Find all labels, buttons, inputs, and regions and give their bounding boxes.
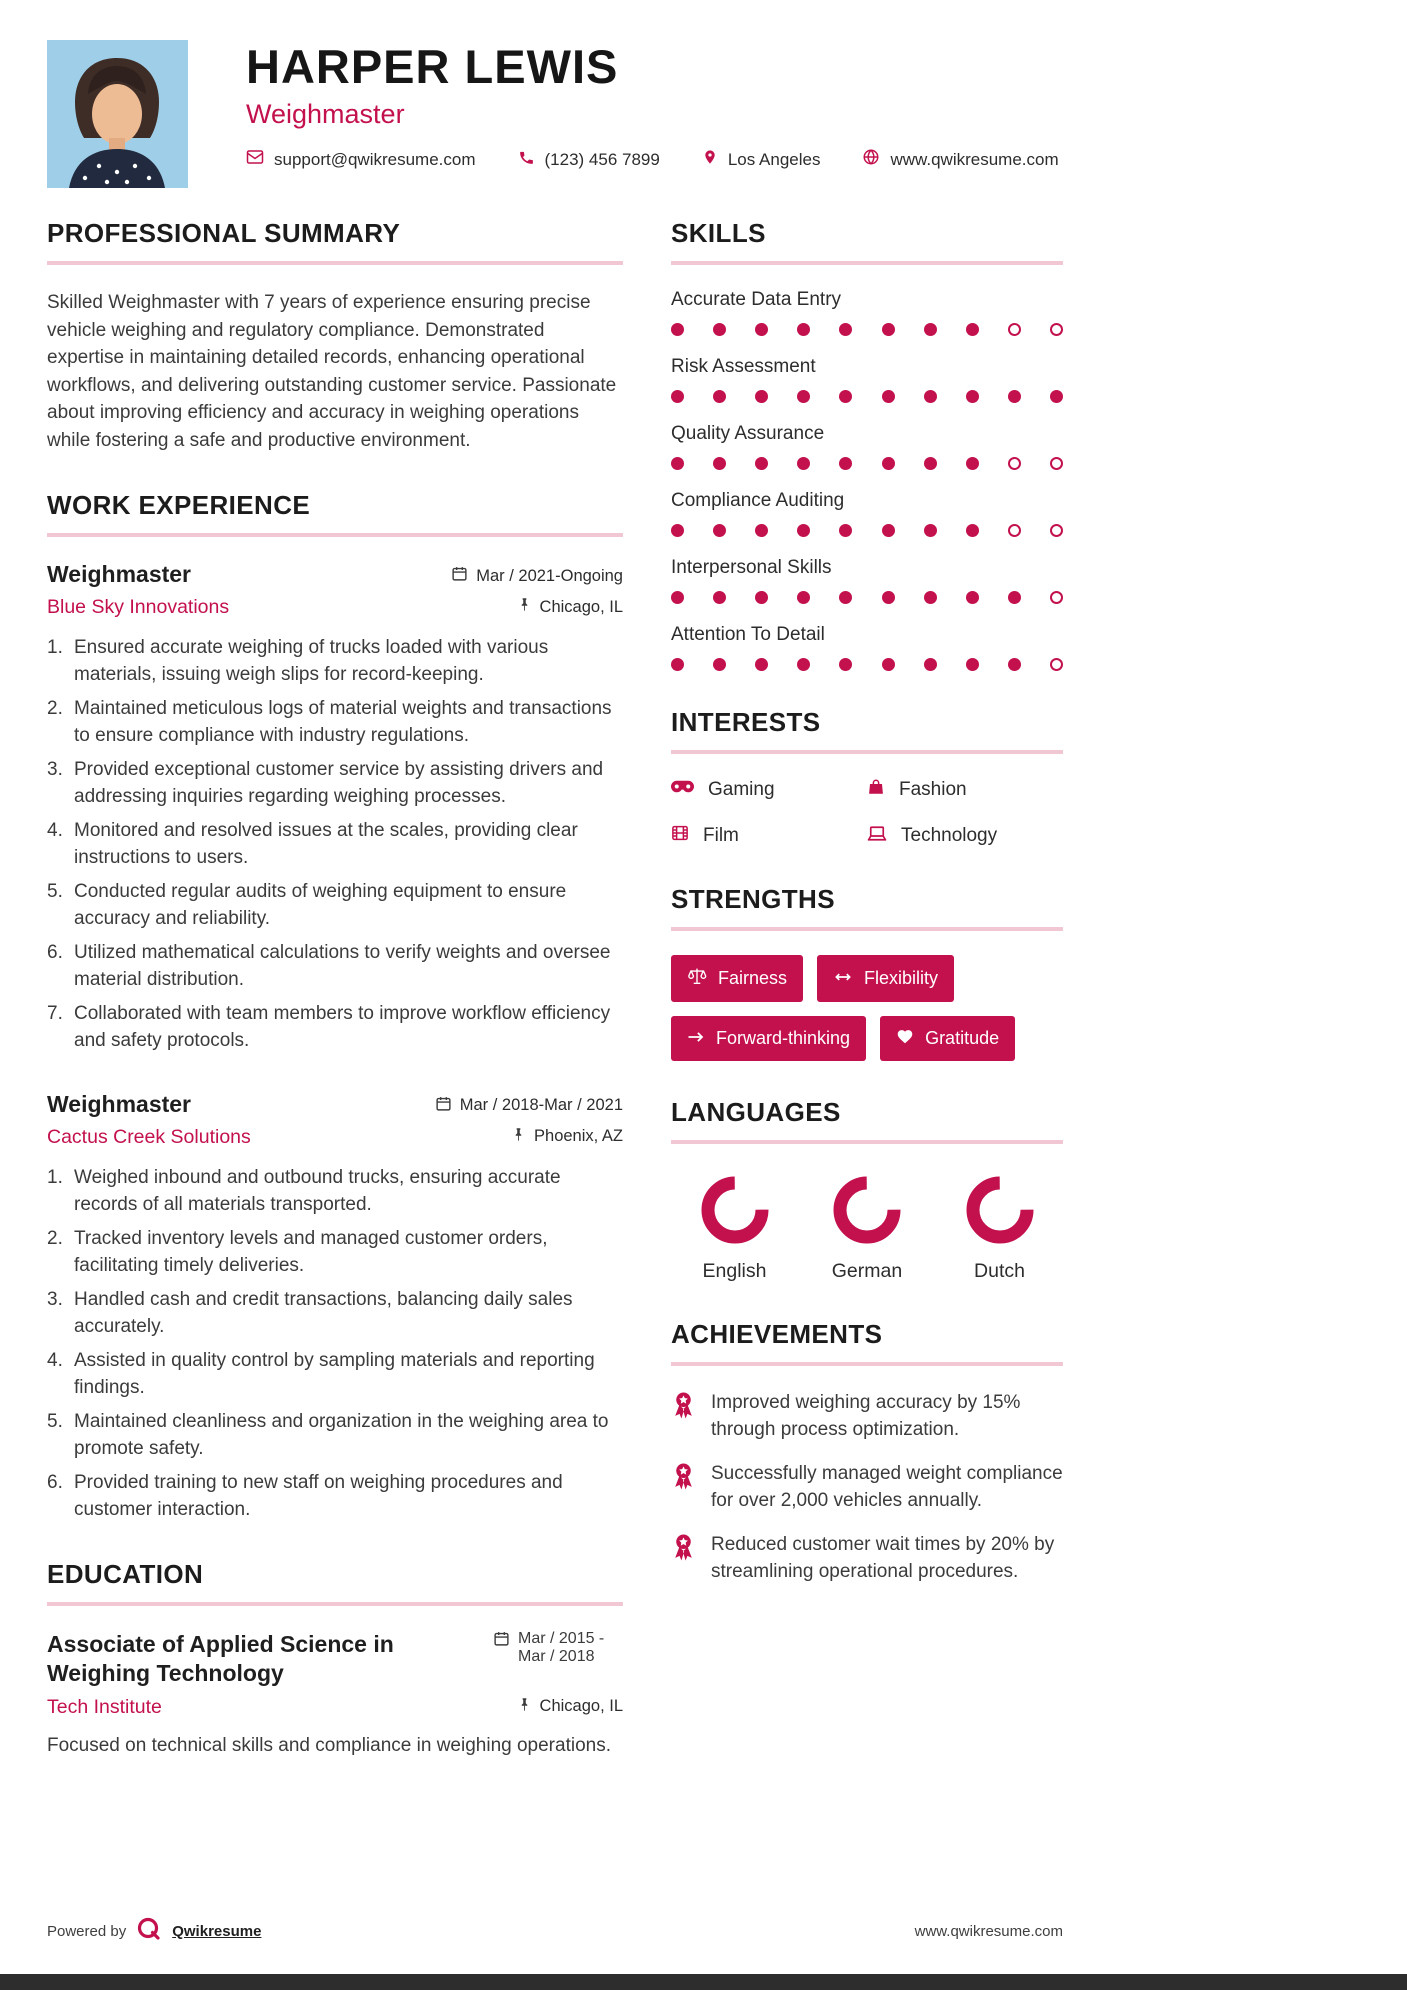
medal-icon xyxy=(671,1391,696,1443)
strength-label: Gratitude xyxy=(925,1028,1000,1048)
language-name: Dutch xyxy=(974,1260,1025,1282)
skill-dot xyxy=(1008,323,1021,336)
skill-dot xyxy=(671,658,684,671)
skill-item xyxy=(671,423,1063,470)
language-donut xyxy=(833,1176,901,1244)
languages-heading: LANGUAGES xyxy=(671,1097,841,1127)
skill-name: Risk Assessment xyxy=(671,356,816,377)
strength-badge xyxy=(671,955,803,1002)
interest-item xyxy=(867,778,1063,802)
section-divider xyxy=(47,261,623,265)
left-right-arrow-icon xyxy=(833,968,853,989)
skill-dot xyxy=(966,457,979,470)
globe-icon xyxy=(862,148,880,171)
strength-label: Flexibility xyxy=(864,968,939,988)
skill-dot xyxy=(966,323,979,336)
skill-dot xyxy=(755,524,768,537)
skill-level-dots xyxy=(671,457,1063,470)
skill-dot xyxy=(1050,591,1063,604)
section-divider xyxy=(671,750,1063,754)
skill-dot xyxy=(671,390,684,403)
education-description: Focused on technical skills and compliance in weighing operations. xyxy=(47,1734,611,1756)
summary-heading: PROFESSIONAL SUMMARY xyxy=(47,218,401,248)
skill-dot xyxy=(882,323,895,336)
job-date xyxy=(435,1095,623,1117)
job-bullet: Ensured accurate weighing of trucks loaded with various materials, issuing weigh slips for record-keeping. xyxy=(74,637,549,686)
pushpin-icon xyxy=(511,1126,526,1148)
skill-dot xyxy=(924,524,937,537)
skill-item xyxy=(671,289,1063,336)
job-bullet: Monitored and resolved issues at the scales, providing clear instructions to users. xyxy=(74,820,578,869)
skill-dot xyxy=(839,658,852,671)
phone-icon xyxy=(518,149,535,171)
skill-dot xyxy=(755,457,768,470)
job-bullet: Conducted regular audits of weighing equipment to ensure accuracy and reliability. xyxy=(74,881,567,929)
interests-heading: INTERESTS xyxy=(671,707,821,737)
skill-dot xyxy=(966,591,979,604)
language-item xyxy=(810,1176,925,1283)
achievement-item xyxy=(671,1461,1063,1514)
skill-dot xyxy=(924,323,937,336)
interest-label: Film xyxy=(703,825,739,846)
skill-name: Accurate Data Entry xyxy=(671,289,842,310)
education-school: Tech Institute xyxy=(47,1695,162,1718)
email-icon xyxy=(246,148,264,171)
strength-badge xyxy=(817,955,954,1002)
pushpin-icon xyxy=(517,1696,532,1718)
skill-dot xyxy=(797,457,810,470)
interest-item xyxy=(671,824,867,848)
calendar-icon xyxy=(451,565,468,587)
skill-dot xyxy=(713,457,726,470)
skill-dot xyxy=(755,390,768,403)
job-title: Weighmaster xyxy=(47,1090,192,1117)
contact-row xyxy=(246,148,1059,171)
skill-dot xyxy=(1008,457,1021,470)
language-name: English xyxy=(702,1260,767,1282)
location-pin-icon xyxy=(702,148,718,171)
film-icon xyxy=(671,824,689,848)
job-entry xyxy=(47,561,623,1055)
section-divider xyxy=(47,533,623,537)
achievement-text: Reduced customer wait times by 20% by streamlining operational procedures. xyxy=(711,1534,1055,1582)
experience-section xyxy=(47,490,623,1523)
skill-dot xyxy=(797,658,810,671)
skill-dot xyxy=(713,524,726,537)
job-bullet: Tracked inventory levels and managed customer orders, facilitating timely deliveries. xyxy=(74,1227,548,1276)
section-divider xyxy=(671,1140,1063,1144)
powered-by-label: Powered by xyxy=(47,1922,127,1940)
skill-dot xyxy=(797,524,810,537)
left-column xyxy=(47,218,623,1793)
skill-dot xyxy=(1050,390,1063,403)
skill-dot xyxy=(713,323,726,336)
section-divider xyxy=(47,1602,623,1606)
arrow-right-icon xyxy=(687,1028,705,1049)
skill-dot xyxy=(839,457,852,470)
skill-name: Interpersonal Skills xyxy=(671,557,832,578)
skill-dot xyxy=(966,658,979,671)
footer xyxy=(47,1916,1063,1946)
job-title: Weighmaster xyxy=(47,561,192,588)
skill-dot xyxy=(713,591,726,604)
contact-website[interactable] xyxy=(862,148,1058,171)
achievement-item xyxy=(671,1390,1063,1443)
strength-label: Fairness xyxy=(718,968,788,988)
summary-section xyxy=(47,218,623,454)
content-columns xyxy=(47,218,1063,1793)
skill-item xyxy=(671,557,1063,604)
job-location-text: Phoenix, AZ xyxy=(534,1127,623,1146)
skill-dot xyxy=(924,457,937,470)
skill-level-dots xyxy=(671,658,1063,671)
skill-dot xyxy=(839,524,852,537)
skill-name: Compliance Auditing xyxy=(671,490,845,511)
skills-heading: SKILLS xyxy=(671,218,766,248)
job-location xyxy=(517,596,623,618)
skill-dot xyxy=(1050,658,1063,671)
contact-location-text: Los Angeles xyxy=(727,149,821,169)
skill-dot xyxy=(671,524,684,537)
heart-icon xyxy=(896,1028,914,1049)
contact-email-text: support@qwikresume.com xyxy=(274,149,476,169)
skill-dot xyxy=(1008,658,1021,671)
interest-item xyxy=(671,778,867,802)
header-info xyxy=(246,40,1059,188)
skill-dot xyxy=(882,457,895,470)
education-section xyxy=(47,1559,623,1757)
achievements-section xyxy=(671,1319,1063,1586)
achievement-item xyxy=(671,1532,1063,1585)
job-bullet: Handled cash and credit transactions, balancing daily sales accurately. xyxy=(74,1288,573,1337)
language-item xyxy=(942,1176,1057,1283)
language-item xyxy=(677,1176,792,1283)
laptop-icon xyxy=(867,825,887,848)
strength-label: Forward-thinking xyxy=(716,1028,851,1048)
section-divider xyxy=(671,927,1063,931)
profile-photo xyxy=(47,40,188,188)
candidate-role: Weighmaster xyxy=(246,99,405,130)
languages-section xyxy=(671,1097,1063,1283)
skill-dot xyxy=(755,323,768,336)
education-location-text: Chicago, IL xyxy=(539,1697,623,1716)
job-location xyxy=(511,1126,623,1148)
education-date-text: Mar / 2015 - Mar / 2018 xyxy=(518,1630,605,1666)
job-bullet: Assisted in quality control by sampling materials and reporting findings. xyxy=(74,1349,595,1398)
skill-dot xyxy=(1050,524,1063,537)
job-date-text: Mar / 2021-Ongoing xyxy=(476,566,623,585)
skill-dot xyxy=(797,323,810,336)
contact-phone-text: (123) 456 7899 xyxy=(544,149,660,169)
achievements-heading: ACHIEVEMENTS xyxy=(671,1319,883,1349)
education-heading: EDUCATION xyxy=(47,1559,204,1590)
interests-section xyxy=(671,707,1063,848)
achievement-text: Successfully managed weight compliance for over 2,000 vehicles annually. xyxy=(711,1463,1063,1511)
job-bullet: Weighed inbound and outbound trucks, ensuring accurate records of all materials transported. xyxy=(74,1166,561,1215)
powered-by xyxy=(47,1916,261,1946)
language-donut xyxy=(966,1176,1034,1244)
education-degree: Associate of Applied Science in Weighing Technology xyxy=(47,1631,394,1687)
job-bullet: Maintained cleanliness and organization in the weighing area to promote safety. xyxy=(74,1410,609,1459)
skill-name: Quality Assurance xyxy=(671,423,825,444)
job-company: Cactus Creek Solutions xyxy=(47,1125,251,1148)
footer-bar xyxy=(0,1974,1407,1990)
skill-dot xyxy=(713,390,726,403)
job-bullet-list xyxy=(47,1165,623,1524)
contact-website-text: www.qwikresume.com xyxy=(890,149,1059,169)
skill-level-dots xyxy=(671,390,1063,403)
contact-email[interactable] xyxy=(246,148,476,171)
contact-location xyxy=(702,148,821,171)
skill-dot xyxy=(839,591,852,604)
skill-dot xyxy=(755,658,768,671)
skills-section xyxy=(671,218,1063,671)
qwikresume-brand-link[interactable]: Qwikresume xyxy=(172,1922,262,1940)
skill-dot xyxy=(671,457,684,470)
calendar-icon xyxy=(493,1630,510,1688)
skill-dot xyxy=(1050,323,1063,336)
section-divider xyxy=(671,261,1063,265)
skill-item xyxy=(671,490,1063,537)
education-date xyxy=(493,1630,623,1688)
pushpin-icon xyxy=(517,596,532,618)
skill-level-dots xyxy=(671,591,1063,604)
contact-phone[interactable] xyxy=(518,149,660,171)
job-bullet-list xyxy=(47,635,623,1055)
section-divider xyxy=(671,1362,1063,1366)
language-name: German xyxy=(831,1260,903,1282)
strength-badge xyxy=(671,1016,866,1061)
skill-dot xyxy=(966,524,979,537)
calendar-icon xyxy=(435,1095,452,1117)
job-bullet: Provided exceptional customer service by assisting drivers and addressing inquiries regarding weighing processes. xyxy=(74,759,604,808)
footer-website-link[interactable]: www.qwikresume.com xyxy=(914,1922,1063,1940)
skill-dot xyxy=(882,524,895,537)
skill-level-dots xyxy=(671,323,1063,336)
skill-dot xyxy=(882,591,895,604)
skill-dot xyxy=(839,390,852,403)
interest-item xyxy=(867,824,1063,848)
skill-dot xyxy=(713,658,726,671)
skill-dot xyxy=(1050,457,1063,470)
job-date-text: Mar / 2018-Mar / 2021 xyxy=(459,1096,623,1115)
strengths-badges xyxy=(671,955,1063,1061)
skill-dot xyxy=(924,591,937,604)
experience-heading: WORK EXPERIENCE xyxy=(47,490,311,521)
skill-dot xyxy=(924,390,937,403)
medal-icon xyxy=(671,1533,696,1585)
job-entry xyxy=(47,1091,623,1524)
strengths-section xyxy=(671,884,1063,1061)
medal-icon xyxy=(671,1462,696,1514)
header xyxy=(47,40,1063,188)
job-date xyxy=(451,565,623,587)
candidate-name: HARPER LEWIS xyxy=(246,40,619,93)
skill-dot xyxy=(797,390,810,403)
interest-label: Gaming xyxy=(708,779,775,800)
job-bullet: Maintained meticulous logs of material weights and transactions to ensure compliance with industry regulations. xyxy=(74,698,612,747)
interest-label: Fashion xyxy=(899,779,967,800)
summary-text: Skilled Weighmaster with 7 years of experience ensuring precise vehicle weighing and regulatory compliance. Demonstrated expertise in maintaining detailed records, enhancing operational workflows, and delivering outstanding customer service. Passionate about improving efficiency and accuracy in weighing operations while fostering a safe and productive environment. xyxy=(47,292,617,451)
job-company: Blue Sky Innovations xyxy=(47,596,230,619)
language-donut xyxy=(701,1176,769,1244)
skill-dot xyxy=(671,591,684,604)
interest-label: Technology xyxy=(901,825,998,846)
skill-dot xyxy=(839,323,852,336)
skill-dot xyxy=(1008,591,1021,604)
achievement-text: Improved weighing accuracy by 15% through process optimization. xyxy=(711,1392,1021,1440)
skill-item xyxy=(671,356,1063,403)
skill-dot xyxy=(882,658,895,671)
skill-dot xyxy=(671,323,684,336)
strengths-heading: STRENGTHS xyxy=(671,884,835,914)
job-location-text: Chicago, IL xyxy=(539,597,623,616)
gamepad-icon xyxy=(671,779,694,801)
qwikresume-logo-icon xyxy=(136,1916,162,1946)
strength-badge xyxy=(880,1016,1015,1061)
job-bullet: Collaborated with team members to improve workflow efficiency and safety protocols. xyxy=(74,1002,611,1051)
handbag-icon xyxy=(867,778,885,802)
skill-name: Attention To Detail xyxy=(671,624,825,645)
profile-photo-illustration xyxy=(47,40,188,188)
skill-dot xyxy=(924,658,937,671)
interests-grid xyxy=(671,778,1063,848)
job-bullet: Provided training to new staff on weighing procedures and customer interaction. xyxy=(74,1471,563,1520)
education-location xyxy=(517,1696,623,1718)
skill-dot xyxy=(1008,390,1021,403)
skill-dot xyxy=(882,390,895,403)
right-column xyxy=(671,218,1063,1793)
languages-row xyxy=(671,1168,1063,1283)
skill-dot xyxy=(797,591,810,604)
skill-level-dots xyxy=(671,524,1063,537)
job-bullet: Utilized mathematical calculations to verify weights and oversee material distribution. xyxy=(74,941,611,990)
skill-dot xyxy=(1008,524,1021,537)
skill-dot xyxy=(755,591,768,604)
skill-dot xyxy=(966,390,979,403)
skill-item xyxy=(671,624,1063,671)
scales-icon xyxy=(687,967,707,990)
